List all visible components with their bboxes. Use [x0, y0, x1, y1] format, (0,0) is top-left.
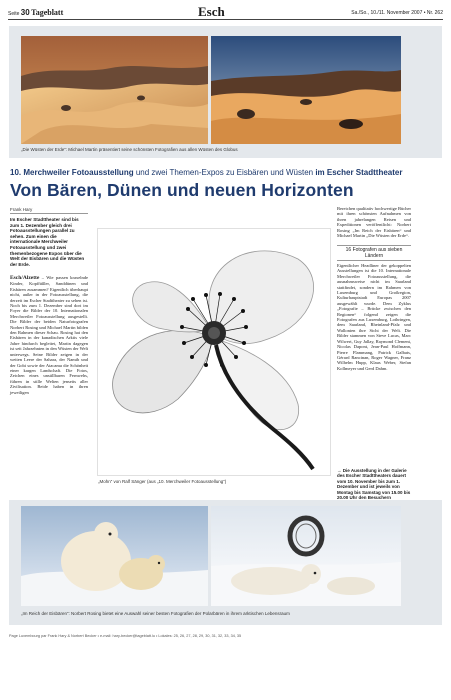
subhead-part1: 10. Merchweiler Fotoausstellung	[10, 168, 134, 177]
center-photo-caption: „Mohn“ von Ralf Sänger (aus „10. Merchweiler Fotoausstellung“)	[98, 479, 227, 484]
polar-bears-photo	[21, 506, 208, 606]
top-photo-band	[9, 26, 442, 158]
lead-paragraph: Im Escher Stadttheater sind bis zum 1. Dezember gleich drei Fotoausstellungen parallel zu sehen. Zum einen die internationale Merchweiler Fotoausstellung und zwei themenbezogene Expos über die Welt der Eisbären und die Wüsten der Erde.	[10, 217, 85, 267]
headline: Von Bären, Dünen und neuen Horizonten	[10, 180, 354, 200]
bottom-photos-caption: „Im Reich der Eisbären“: Norbert Rosing bietet eine Auswahl seiner besten Fotografien der Polarbären in ihrem arktischen Lebensraum	[21, 611, 290, 616]
dateline: Esch/Alzette	[10, 275, 40, 281]
body-column-3-top: Bereichen qualitativ hochwertige Bücher mit ihren schönsten Aufnahmen von ihren jahrelangen Reisen und Expeditionen veröffentlicht: Norbert Rosing „Im Reich der Eisbären“ und Michael Martin „Die Wüsten der Erde“.	[337, 206, 411, 239]
masthead-left	[8, 8, 63, 17]
desert-dunes-photo	[21, 36, 208, 144]
polar-bear-tire-photo	[211, 506, 401, 606]
desert-rocks-photo	[211, 36, 401, 144]
body-column-3: Eigentlicher Headliner der gekoppelten Ausstellungen ist die 10. Internationale Merchweiler Fotoausstellung, die ausnahmsweise nicht im Saarland stattfindet, sondern im Rahmen von Luxemburg und Großregion, Kulturhauptstadt Europas 2007 ausgewählt wurde. Dem Zyklus „Fotografie – Brücke zwischen den Regionen“ folgend zeigen die Fotografen aus Luxemburg, Lothringen, dem Saarland, Rheinland-Pfalz und Wallonien ihre Sicht der Welt. Die Bilder stammen von Steve Lucas, Marc Wilwert, Guy Jallay, Raymond Clement, Nicolas Dapont, Jean-Paul Hoffmann, Pierre Flammang, Patrick Galbats, Gérard Rancinan, Roger Wagner, Franz Wilhelm Hupp, Klaus Weber, Stefan Kollmeyer und Gerd Dahm.	[337, 263, 411, 371]
date-issue: Sa./So., 10./11. November 2007 • Nr. 262	[351, 10, 443, 16]
paper-name: Tageblatt	[31, 8, 64, 17]
page-footer: Page Luxembourg par Frank Hary & Norbert Becker • e-mail: hary-becker@tageblatt.lu • Lokales: 25, 26, 27, 28, 29, 30, 31, 32, 33, 34, 35	[9, 634, 242, 638]
column1-text: – Wie passen kraxelnde Kinder, Kopffüßler, Sanddünen und Eisbären zusammen? Eigentlich überhaupt nicht, außer in der Fotoausstellung, die derzeit im Escher Stadttheater zu sehen ist. Noch bis zum 1. Dezember sind dort im Foyer die Bilder der 10. Internationalen Merchweiler Fotoausstellung ausgestellt. Die Bilder der beiden Naturfotografen Norbert Rosing und Michael Martin bilden den Rahmen dieser Schau. Rosing hat den Eisbären in der kanadischen Arktis viele Jahre hindurch begleitet, Martin dagegen ist seit Jahrzehnten in den Wüsten der Welt unterwegs. Seine Bilder zeigen in der weiten Leere der Sahara, der Namib und der Gobi sowie der Atacama die Schönheit einer kargen Landschaft. Die Fotos, Zeichen eines unstillbaren Fernwehs, führen in stille Welten jenseits aller Zivilisation. Beide haben in ihren jeweiligen	[10, 275, 88, 395]
page-number: 30	[20, 8, 30, 17]
bottom-photo-band	[9, 500, 442, 625]
subhead-part2: und zwei Themen-Expos zu Eisbären und Wüsten	[133, 168, 316, 177]
poppy-flower-photo	[97, 228, 331, 476]
section-title: Esch	[198, 4, 225, 19]
byline: Frank Hary	[10, 207, 33, 212]
page-label: Seite	[8, 11, 20, 17]
top-photos-caption: „Die Wüsten der Erde“: Michael Martin präsentiert seine schönsten Fotografien aus allen Wüsten des Globus	[21, 147, 238, 152]
info-box: → Die Ausstellung in der Galerie des Escher Stadttheaters dauert vom 10. November bis zum 1. Dezember und ist jeweils von Montag bis Samstag von 15.00 bis 20.00 Uhr den Besuchern	[337, 468, 411, 501]
subhead-part3: im Escher Stadttheater	[315, 168, 403, 177]
masthead	[8, 6, 443, 20]
subhead	[10, 168, 402, 177]
body-column-1	[10, 275, 88, 395]
subheading-box: 16 Fotografen aus sieben Ländern	[337, 245, 411, 261]
byline-divider	[10, 213, 88, 214]
